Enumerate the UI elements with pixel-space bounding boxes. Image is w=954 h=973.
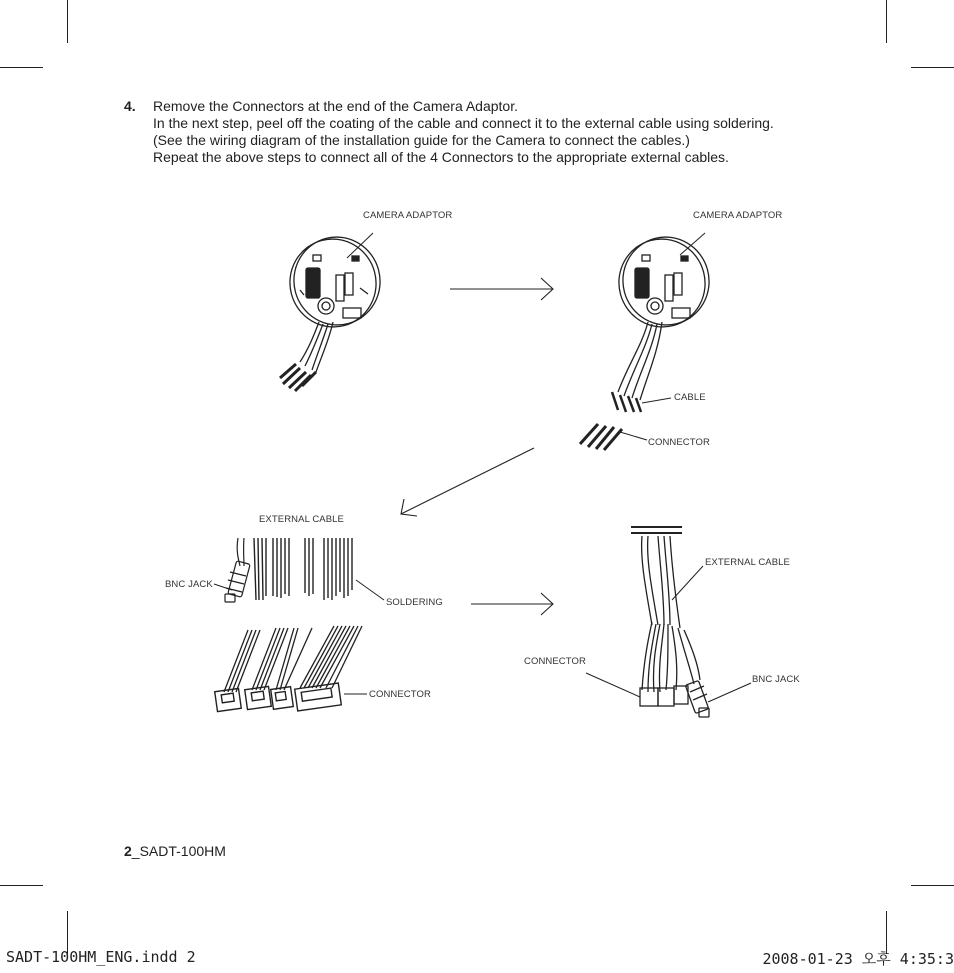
camera-adaptor-drawing-1 bbox=[280, 227, 390, 391]
label-connector-1: CONNECTOR bbox=[648, 437, 710, 448]
leader-external-cable-2 bbox=[672, 566, 703, 600]
slug-date: 2008-01-23 오후 4:35:3 bbox=[762, 950, 954, 968]
step-line-3: (See the wiring diagram of the installation guide for the Camera to connect the cables.) bbox=[153, 132, 690, 148]
label-external-cable-1: EXTERNAL CABLE bbox=[259, 514, 344, 525]
label-external-cable-2: EXTERNAL CABLE bbox=[705, 557, 790, 568]
label-camera-adaptor-2: CAMERA ADAPTOR bbox=[693, 210, 783, 221]
camera-adaptor-drawing-2 bbox=[580, 227, 719, 450]
page-number: 2 bbox=[124, 843, 132, 859]
step-line-4: Repeat the above steps to connect all of the 4 Connectors to the appropriate external cables. bbox=[153, 149, 729, 165]
label-bnc-jack-1: BNC JACK bbox=[165, 579, 213, 590]
connector-wires-bottom bbox=[224, 626, 362, 692]
leader-camera-adaptor-1 bbox=[347, 233, 373, 258]
label-soldering: SOLDERING bbox=[386, 597, 443, 608]
leader-soldering bbox=[356, 580, 384, 600]
label-connector-2: CONNECTOR bbox=[369, 689, 431, 700]
leader-connector-3 bbox=[586, 673, 640, 697]
step-line-2: In the next step, peel off the coating of the cable and connect it to the external cable using soldering. bbox=[153, 115, 774, 131]
label-camera-adaptor-1: CAMERA ADAPTOR bbox=[363, 210, 453, 221]
label-cable: CABLE bbox=[674, 392, 706, 403]
leader-connector-1 bbox=[620, 432, 647, 440]
assembled-harness bbox=[631, 527, 709, 717]
arrow-right-1 bbox=[450, 278, 553, 300]
label-bnc-jack-2: BNC JACK bbox=[752, 674, 800, 685]
page-model: _SADT-100HM bbox=[131, 843, 226, 859]
leader-bnc-jack-2 bbox=[708, 683, 751, 702]
arrow-down-left bbox=[401, 448, 534, 516]
page-footer bbox=[124, 843, 226, 859]
step-number: 4. bbox=[124, 98, 136, 114]
leader-cable bbox=[642, 398, 671, 403]
bnc-jack-drawing-1 bbox=[225, 561, 250, 602]
slug-file: SADT-100HM_ENG.indd 2 bbox=[6, 948, 196, 966]
arrow-right-2 bbox=[471, 593, 553, 615]
external-cable-wires bbox=[225, 538, 352, 602]
step-line-1: Remove the Connectors at the end of the Camera Adaptor. bbox=[153, 98, 518, 114]
bnc-jack-drawing-2 bbox=[685, 681, 709, 717]
label-connector-3: CONNECTOR bbox=[524, 656, 586, 667]
